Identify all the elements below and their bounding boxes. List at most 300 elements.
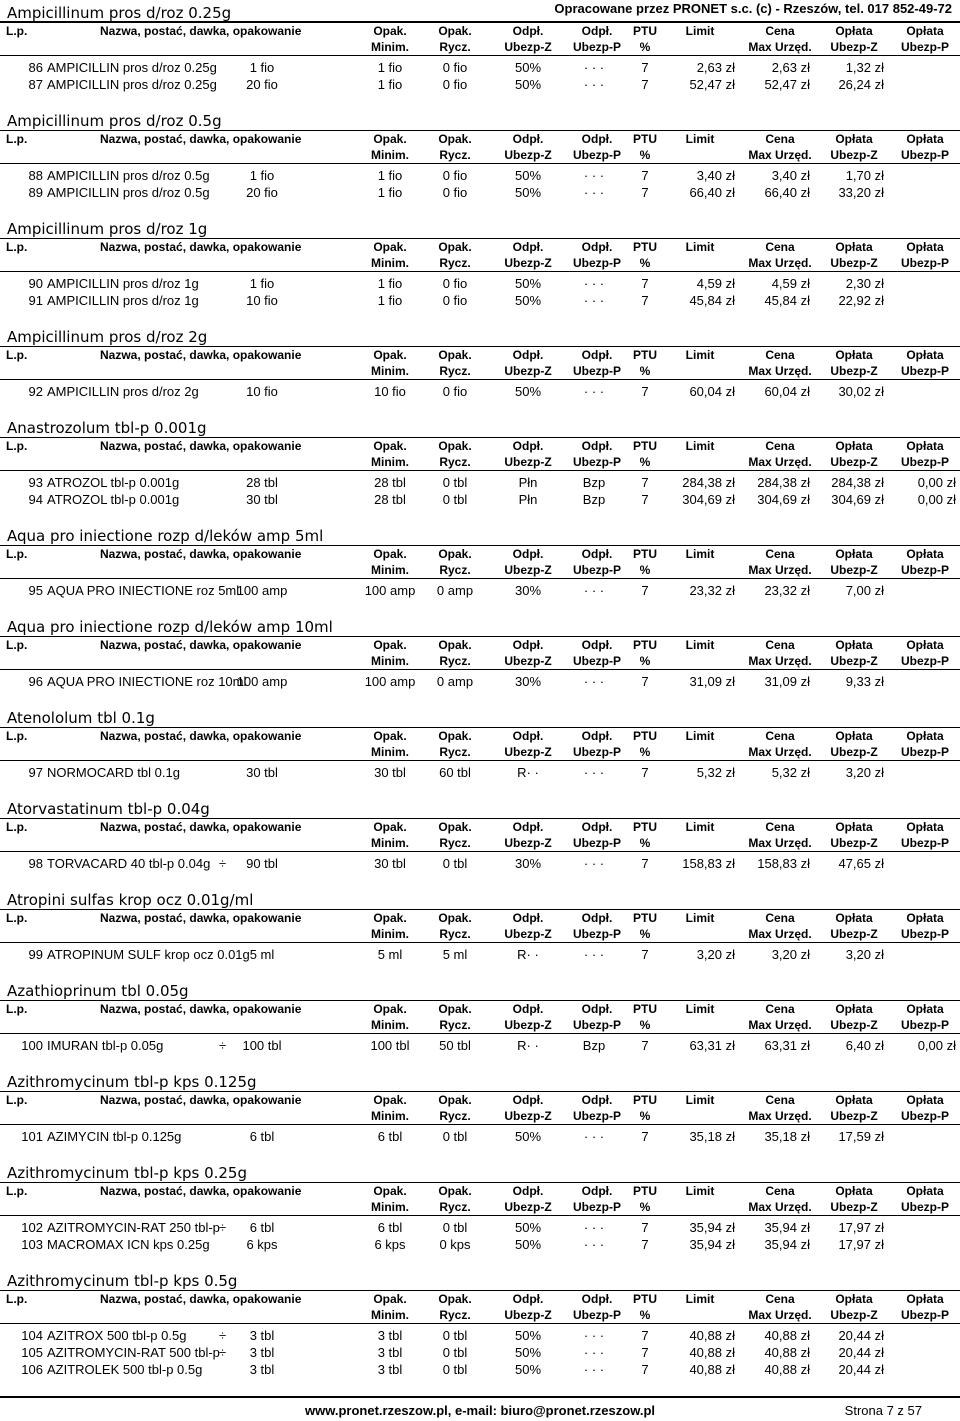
cell-z: 50% <box>514 384 542 399</box>
cell-min: 3 tbl <box>377 1328 403 1343</box>
table-header <box>0 545 960 579</box>
cell-z: 50% <box>514 77 542 92</box>
cell-lp: 89 <box>28 185 43 200</box>
cell-z: 50% <box>514 1362 542 1377</box>
cell-name: AZIMYCIN tbl-p 0.125g <box>47 1129 182 1144</box>
header-opl2-top: Opłata <box>906 547 944 561</box>
cell-pack: 3 tbl <box>249 1345 275 1360</box>
cell-oz: 1,32 zł <box>845 60 884 75</box>
cell-pack: 20 fio <box>246 185 278 200</box>
header-opak2-bot: Rycz. <box>439 1109 471 1123</box>
header-nazwa: Nazwa, postać, dawka, opakowanie <box>100 911 302 925</box>
header-odpl1-top: Odpł. <box>512 547 544 561</box>
cell-rycz: 0 fio <box>442 60 468 75</box>
cell-lp: 104 <box>21 1328 43 1343</box>
header-opak2-top: Opak. <box>438 820 472 834</box>
header-odpl1-top: Odpł. <box>512 240 544 254</box>
header-opl1-bot: Ubezp-Z <box>830 1200 878 1214</box>
header-ptu-bot: % <box>639 1018 651 1032</box>
cell-cena: 4,59 zł <box>771 276 810 291</box>
cell-name: MACROMAX ICN kps 0.25g <box>47 1237 210 1252</box>
header-cena-bot: Max Urzęd. <box>748 836 812 850</box>
cell-ptu: 7 <box>641 947 649 962</box>
header-limit-top: Limit <box>685 638 715 652</box>
header-lp: L.p. <box>6 729 28 743</box>
header-odpl2-bot: Ubezp-P <box>573 1200 621 1214</box>
cell-ptu: 7 <box>641 276 649 291</box>
header-opak1-bot: Minim. <box>371 455 409 469</box>
header-opl1-bot: Ubezp-Z <box>830 256 878 270</box>
header-opl2-top: Opłata <box>906 638 944 652</box>
header-opl2-top: Opłata <box>906 439 944 453</box>
cell-ptu: 7 <box>641 60 649 75</box>
cell-p: · · · <box>583 168 605 183</box>
cell-p: Bzp <box>582 492 606 507</box>
header-odpl1-top: Odpł. <box>512 820 544 834</box>
cell-p: · · · <box>583 77 605 92</box>
cell-name: AMPICILLIN pros d/roz 1g <box>47 293 199 308</box>
cell-name: AMPICILLIN pros d/roz 0.5g <box>47 168 210 183</box>
cell-cena: 284,38 zł <box>757 475 810 490</box>
header-ptu-bot: % <box>639 40 651 54</box>
cell-lp: 99 <box>28 947 43 962</box>
header-opak1-top: Opak. <box>373 911 407 925</box>
header-opl1-bot: Ubezp-Z <box>830 1109 878 1123</box>
cell-name: AZITROX 500 tbl-p 0.5g <box>47 1328 187 1343</box>
cell-cena: 40,88 zł <box>764 1362 810 1377</box>
header-ptu-bot: % <box>639 1109 651 1123</box>
table-row <box>0 1219 960 1236</box>
cell-oz: 17,97 zł <box>838 1220 884 1235</box>
header-odpl2-top: Odpł. <box>581 132 613 146</box>
cell-pack: 3 tbl <box>249 1328 275 1343</box>
cell-ptu: 7 <box>641 1237 649 1252</box>
cell-oz: 20,44 zł <box>838 1345 884 1360</box>
cell-z: R· · <box>517 1038 539 1053</box>
cell-cena: 40,88 zł <box>764 1345 810 1360</box>
cell-ptu: 7 <box>641 168 649 183</box>
cell-limit: 40,88 zł <box>689 1362 735 1377</box>
cell-oz: 9,33 zł <box>845 674 884 689</box>
header-opl1-bot: Ubezp-Z <box>830 563 878 577</box>
cell-lp: 105 <box>21 1345 43 1360</box>
cell-limit: 4,59 zł <box>696 276 735 291</box>
header-opl2-top: Opłata <box>906 240 944 254</box>
header-odpl1-bot: Ubezp-Z <box>504 927 552 941</box>
table-row <box>0 764 960 781</box>
header-opak1-bot: Minim. <box>371 1109 409 1123</box>
header-opak1-bot: Minim. <box>371 364 409 378</box>
cell-limit: 3,20 zł <box>696 947 735 962</box>
header-odpl1-bot: Ubezp-Z <box>504 1200 552 1214</box>
cell-name: TORVACARD 40 tbl-p 0.04g <box>47 856 211 871</box>
header-odpl2-bot: Ubezp-P <box>573 927 621 941</box>
cell-ptu: 7 <box>641 765 649 780</box>
cell-limit: 35,94 zł <box>689 1220 735 1235</box>
header-opl2-top: Opłata <box>906 132 944 146</box>
table-row <box>0 491 960 508</box>
cell-limit: 66,40 zł <box>689 185 735 200</box>
header-opl1-top: Opłata <box>835 547 873 561</box>
cell-oz: 17,97 zł <box>838 1237 884 1252</box>
table-row <box>0 383 960 400</box>
header-opak1-bot: Minim. <box>371 563 409 577</box>
cell-lp: 103 <box>21 1237 43 1252</box>
cell-pack: 100 amp <box>236 583 288 598</box>
header-opl2-bot: Ubezp-P <box>901 836 949 850</box>
drug-section <box>0 527 960 599</box>
cell-mark: ÷ <box>219 856 227 871</box>
header-odpl1-bot: Ubezp-Z <box>504 40 552 54</box>
cell-limit: 3,40 zł <box>696 168 735 183</box>
header-opl2-bot: Ubezp-P <box>901 455 949 469</box>
header-odpl1-top: Odpł. <box>512 439 544 453</box>
drug-section <box>0 328 960 400</box>
cell-oz: 7,00 zł <box>845 583 884 598</box>
drug-section <box>0 112 960 201</box>
cell-cena: 40,88 zł <box>764 1328 810 1343</box>
header-opak2-bot: Rycz. <box>439 364 471 378</box>
header-opl1-top: Opłata <box>835 1292 873 1306</box>
cell-ptu: 7 <box>641 856 649 871</box>
drug-section <box>0 220 960 309</box>
cell-ptu: 7 <box>641 583 649 598</box>
cell-min: 6 tbl <box>377 1129 403 1144</box>
header-opl2-bot: Ubezp-P <box>901 1018 949 1032</box>
cell-oz: 2,30 zł <box>845 276 884 291</box>
cell-cena: 45,84 zł <box>764 293 810 308</box>
header-opak2-bot: Rycz. <box>439 148 471 162</box>
cell-min: 1 fio <box>377 293 403 308</box>
header-cena-top: Cena <box>765 24 795 38</box>
section-title: Azathioprinum tbl 0.05g <box>7 982 189 1000</box>
cell-op: 0,00 zł <box>917 475 956 490</box>
cell-z: 50% <box>514 60 542 75</box>
header-opl1-bot: Ubezp-Z <box>830 40 878 54</box>
cell-oz: 3,20 zł <box>845 765 884 780</box>
header-odpl1-bot: Ubezp-Z <box>504 563 552 577</box>
header-opl1-top: Opłata <box>835 820 873 834</box>
cell-name: AMPICILLIN pros d/roz 2g <box>47 384 199 399</box>
cell-limit: 40,88 zł <box>689 1345 735 1360</box>
cell-p: · · · <box>583 60 605 75</box>
header-opl2-top: Opłata <box>906 820 944 834</box>
section-title: Ampicillinum pros d/roz 2g <box>7 328 208 346</box>
header-nazwa: Nazwa, postać, dawka, opakowanie <box>100 132 302 146</box>
header-odpl2-bot: Ubezp-P <box>573 364 621 378</box>
cell-name: AMPICILLIN pros d/roz 1g <box>47 276 199 291</box>
section-title: Azithromycinum tbl-p kps 0.25g <box>7 1164 247 1182</box>
header-ptu-bot: % <box>639 563 651 577</box>
header-nazwa: Nazwa, postać, dawka, opakowanie <box>100 348 302 362</box>
header-opl1-bot: Ubezp-Z <box>830 455 878 469</box>
header-ptu-bot: % <box>639 927 651 941</box>
header-opak2-bot: Rycz. <box>439 455 471 469</box>
header-odpl1-top: Odpł. <box>512 1002 544 1016</box>
header-ptu-top: PTU <box>633 439 657 453</box>
table-row <box>0 167 960 184</box>
cell-p: · · · <box>583 384 605 399</box>
table-row <box>0 855 960 872</box>
table-header <box>0 238 960 272</box>
header-limit-top: Limit <box>685 132 715 146</box>
header-lp: L.p. <box>6 1184 28 1198</box>
header-opak2-bot: Rycz. <box>439 563 471 577</box>
header-limit-top: Limit <box>685 911 715 925</box>
cell-rycz: 0 tbl <box>442 1362 468 1377</box>
header-limit-top: Limit <box>685 24 715 38</box>
header-opak2-bot: Rycz. <box>439 836 471 850</box>
header-opl2-bot: Ubezp-P <box>901 745 949 759</box>
table-header <box>0 1000 960 1034</box>
cell-lp: 92 <box>28 384 43 399</box>
cell-rycz: 60 tbl <box>439 765 471 780</box>
header-opl2-top: Opłata <box>906 911 944 925</box>
header-opak2-bot: Rycz. <box>439 256 471 270</box>
table-row <box>0 184 960 201</box>
cell-name: AZITROMYCIN-RAT 250 tbl-p <box>47 1220 220 1235</box>
header-nazwa: Nazwa, postać, dawka, opakowanie <box>100 24 302 38</box>
header-lp: L.p. <box>6 911 28 925</box>
cell-cena: 66,40 zł <box>764 185 810 200</box>
header-cena-top: Cena <box>765 911 795 925</box>
header-odpl2-bot: Ubezp-P <box>573 654 621 668</box>
cell-pack: 28 tbl <box>246 475 278 490</box>
cell-lp: 98 <box>28 856 43 871</box>
table-header <box>0 727 960 761</box>
cell-ptu: 7 <box>641 1038 649 1053</box>
header-lp: L.p. <box>6 638 28 652</box>
table-header <box>0 1091 960 1125</box>
drug-section <box>0 22 960 93</box>
cell-p: · · · <box>583 856 605 871</box>
cell-min: 100 amp <box>364 674 416 689</box>
cell-p: Bzp <box>582 475 606 490</box>
header-nazwa: Nazwa, postać, dawka, opakowanie <box>100 439 302 453</box>
cell-rycz: 0 amp <box>436 674 474 689</box>
cell-pack: 100 amp <box>236 674 288 689</box>
header-opak1-bot: Minim. <box>371 745 409 759</box>
cell-lp: 87 <box>28 77 43 92</box>
header-opak1-top: Opak. <box>373 1093 407 1107</box>
cell-z: 30% <box>514 583 542 598</box>
cell-rycz: 0 fio <box>442 168 468 183</box>
cell-p: · · · <box>583 185 605 200</box>
cell-oz: 284,38 zł <box>831 475 884 490</box>
header-opak2-bot: Rycz. <box>439 927 471 941</box>
cell-cena: 158,83 zł <box>757 856 810 871</box>
header-ptu-bot: % <box>639 836 651 850</box>
cell-z: 50% <box>514 1220 542 1235</box>
header-opl2-bot: Ubezp-P <box>901 256 949 270</box>
header-limit-top: Limit <box>685 439 715 453</box>
cell-ptu: 7 <box>641 475 649 490</box>
header-opak1-top: Opak. <box>373 1184 407 1198</box>
header-opl1-bot: Ubezp-Z <box>830 836 878 850</box>
header-ptu-bot: % <box>639 1200 651 1214</box>
header-opak1-top: Opak. <box>373 638 407 652</box>
table-row <box>0 1037 960 1054</box>
header-odpl2-bot: Ubezp-P <box>573 256 621 270</box>
cell-ptu: 7 <box>641 293 649 308</box>
header-odpl1-bot: Ubezp-Z <box>504 836 552 850</box>
cell-name: NORMOCARD tbl 0.1g <box>47 765 180 780</box>
section-title: Atenololum tbl 0.1g <box>7 709 155 727</box>
header-limit-top: Limit <box>685 1184 715 1198</box>
header-odpl2-top: Odpł. <box>581 729 613 743</box>
cell-pack: 10 fio <box>246 293 278 308</box>
header-odpl1-bot: Ubezp-Z <box>504 455 552 469</box>
cell-lp: 102 <box>21 1220 43 1235</box>
header-opak1-bot: Minim. <box>371 1200 409 1214</box>
cell-ptu: 7 <box>641 384 649 399</box>
header-ptu-top: PTU <box>633 820 657 834</box>
header-opak2-bot: Rycz. <box>439 1018 471 1032</box>
table-header <box>0 437 960 471</box>
table-row <box>0 673 960 690</box>
header-odpl2-top: Odpł. <box>581 820 613 834</box>
cell-lp: 96 <box>28 674 43 689</box>
header-cena-bot: Max Urzęd. <box>748 455 812 469</box>
cell-limit: 45,84 zł <box>689 293 735 308</box>
table-row <box>0 59 960 76</box>
cell-lp: 101 <box>21 1129 43 1144</box>
header-odpl2-bot: Ubezp-P <box>573 836 621 850</box>
header-limit-top: Limit <box>685 1093 715 1107</box>
header-opl2-bot: Ubezp-P <box>901 1200 949 1214</box>
header-lp: L.p. <box>6 24 28 38</box>
header-cena-bot: Max Urzęd. <box>748 745 812 759</box>
cell-rycz: 0 fio <box>442 77 468 92</box>
page-credit: Opracowane przez PRONET s.c. (c) - Rzeszów, tel. 017 852-49-72 <box>554 1 952 16</box>
header-opl2-bot: Ubezp-P <box>901 654 949 668</box>
cell-limit: 40,88 zł <box>689 1328 735 1343</box>
cell-lp: 86 <box>28 60 43 75</box>
header-opak2-top: Opak. <box>438 132 472 146</box>
header-cena-bot: Max Urzęd. <box>748 654 812 668</box>
header-lp: L.p. <box>6 820 28 834</box>
header-odpl2-bot: Ubezp-P <box>573 1018 621 1032</box>
header-opak2-bot: Rycz. <box>439 40 471 54</box>
section-title: Azithromycinum tbl-p kps 0.125g <box>7 1073 257 1091</box>
header-odpl2-bot: Ubezp-P <box>573 1308 621 1322</box>
header-opak2-top: Opak. <box>438 547 472 561</box>
header-opak2-top: Opak. <box>438 638 472 652</box>
cell-name: ATROZOL tbl-p 0.001g <box>47 475 180 490</box>
cell-lp: 100 <box>21 1038 43 1053</box>
table-row <box>0 275 960 292</box>
header-limit-top: Limit <box>685 240 715 254</box>
cell-name: ATROPINUM SULF krop ocz 0.01g <box>47 947 250 962</box>
header-opl2-top: Opłata <box>906 24 944 38</box>
cell-mark: ÷ <box>219 1038 227 1053</box>
header-ptu-top: PTU <box>633 1292 657 1306</box>
cell-z: 50% <box>514 168 542 183</box>
header-odpl1-bot: Ubezp-Z <box>504 1308 552 1322</box>
header-cena-top: Cena <box>765 729 795 743</box>
header-lp: L.p. <box>6 240 28 254</box>
header-nazwa: Nazwa, postać, dawka, opakowanie <box>100 1002 302 1016</box>
cell-lp: 88 <box>28 168 43 183</box>
footer-contact: www.pronet.rzeszow.pl, e-mail: biuro@pronet.rzeszow.pl <box>305 1403 655 1418</box>
section-title: Atorvastatinum tbl-p 0.04g <box>7 800 210 818</box>
header-ptu-bot: % <box>639 745 651 759</box>
cell-pack: 3 tbl <box>249 1362 275 1377</box>
table-header <box>0 130 960 164</box>
header-opl2-top: Opłata <box>906 1093 944 1107</box>
cell-p: · · · <box>583 765 605 780</box>
cell-limit: 63,31 zł <box>689 1038 735 1053</box>
header-ptu-bot: % <box>639 455 651 469</box>
header-odpl2-top: Odpł. <box>581 1002 613 1016</box>
header-opak2-top: Opak. <box>438 24 472 38</box>
header-odpl1-top: Odpł. <box>512 132 544 146</box>
header-cena-top: Cena <box>765 348 795 362</box>
header-ptu-top: PTU <box>633 24 657 38</box>
header-odpl1-bot: Ubezp-Z <box>504 654 552 668</box>
cell-cena: 35,94 zł <box>764 1237 810 1252</box>
cell-limit: 158,83 zł <box>682 856 735 871</box>
cell-z: 30% <box>514 856 542 871</box>
header-ptu-top: PTU <box>633 1093 657 1107</box>
cell-cena: 63,31 zł <box>764 1038 810 1053</box>
footer-page-number: Strona 7 z 57 <box>844 1403 922 1418</box>
section-title: Anastrozolum tbl-p 0.001g <box>7 419 207 437</box>
cell-pack: 20 fio <box>246 77 278 92</box>
header-limit-top: Limit <box>685 348 715 362</box>
cell-p: · · · <box>583 583 605 598</box>
drug-section <box>0 419 960 508</box>
cell-z: 50% <box>514 276 542 291</box>
header-ptu-top: PTU <box>633 547 657 561</box>
header-opl1-top: Opłata <box>835 911 873 925</box>
header-odpl2-bot: Ubezp-P <box>573 148 621 162</box>
header-opl1-top: Opłata <box>835 1093 873 1107</box>
header-opak1-top: Opak. <box>373 439 407 453</box>
header-cena-bot: Max Urzęd. <box>748 364 812 378</box>
table-header <box>0 1290 960 1324</box>
header-opl1-top: Opłata <box>835 1184 873 1198</box>
drug-section <box>0 982 960 1054</box>
cell-z: 50% <box>514 1328 542 1343</box>
cell-pack: 6 tbl <box>249 1220 275 1235</box>
cell-lp: 90 <box>28 276 43 291</box>
cell-p: · · · <box>583 1129 605 1144</box>
cell-ptu: 7 <box>641 1220 649 1235</box>
header-ptu-top: PTU <box>633 132 657 146</box>
drug-section <box>0 618 960 690</box>
header-opl1-top: Opłata <box>835 1002 873 1016</box>
cell-rycz: 0 tbl <box>442 1129 468 1144</box>
header-opl1-bot: Ubezp-Z <box>830 1308 878 1322</box>
header-odpl1-bot: Ubezp-Z <box>504 148 552 162</box>
cell-name: IMURAN tbl-p 0.05g <box>47 1038 164 1053</box>
header-opak2-top: Opak. <box>438 439 472 453</box>
cell-min: 30 tbl <box>374 765 406 780</box>
header-ptu-top: PTU <box>633 1184 657 1198</box>
cell-cena: 31,09 zł <box>764 674 810 689</box>
header-opl1-bot: Ubezp-Z <box>830 654 878 668</box>
header-opak1-top: Opak. <box>373 1292 407 1306</box>
cell-min: 100 tbl <box>370 1038 410 1053</box>
header-opak2-top: Opak. <box>438 1184 472 1198</box>
cell-oz: 1,70 zł <box>845 168 884 183</box>
drug-section <box>0 1272 960 1378</box>
cell-rycz: 0 kps <box>439 1237 471 1252</box>
cell-min: 5 ml <box>377 947 403 962</box>
drug-section <box>0 709 960 781</box>
cell-oz: 33,20 zł <box>838 185 884 200</box>
